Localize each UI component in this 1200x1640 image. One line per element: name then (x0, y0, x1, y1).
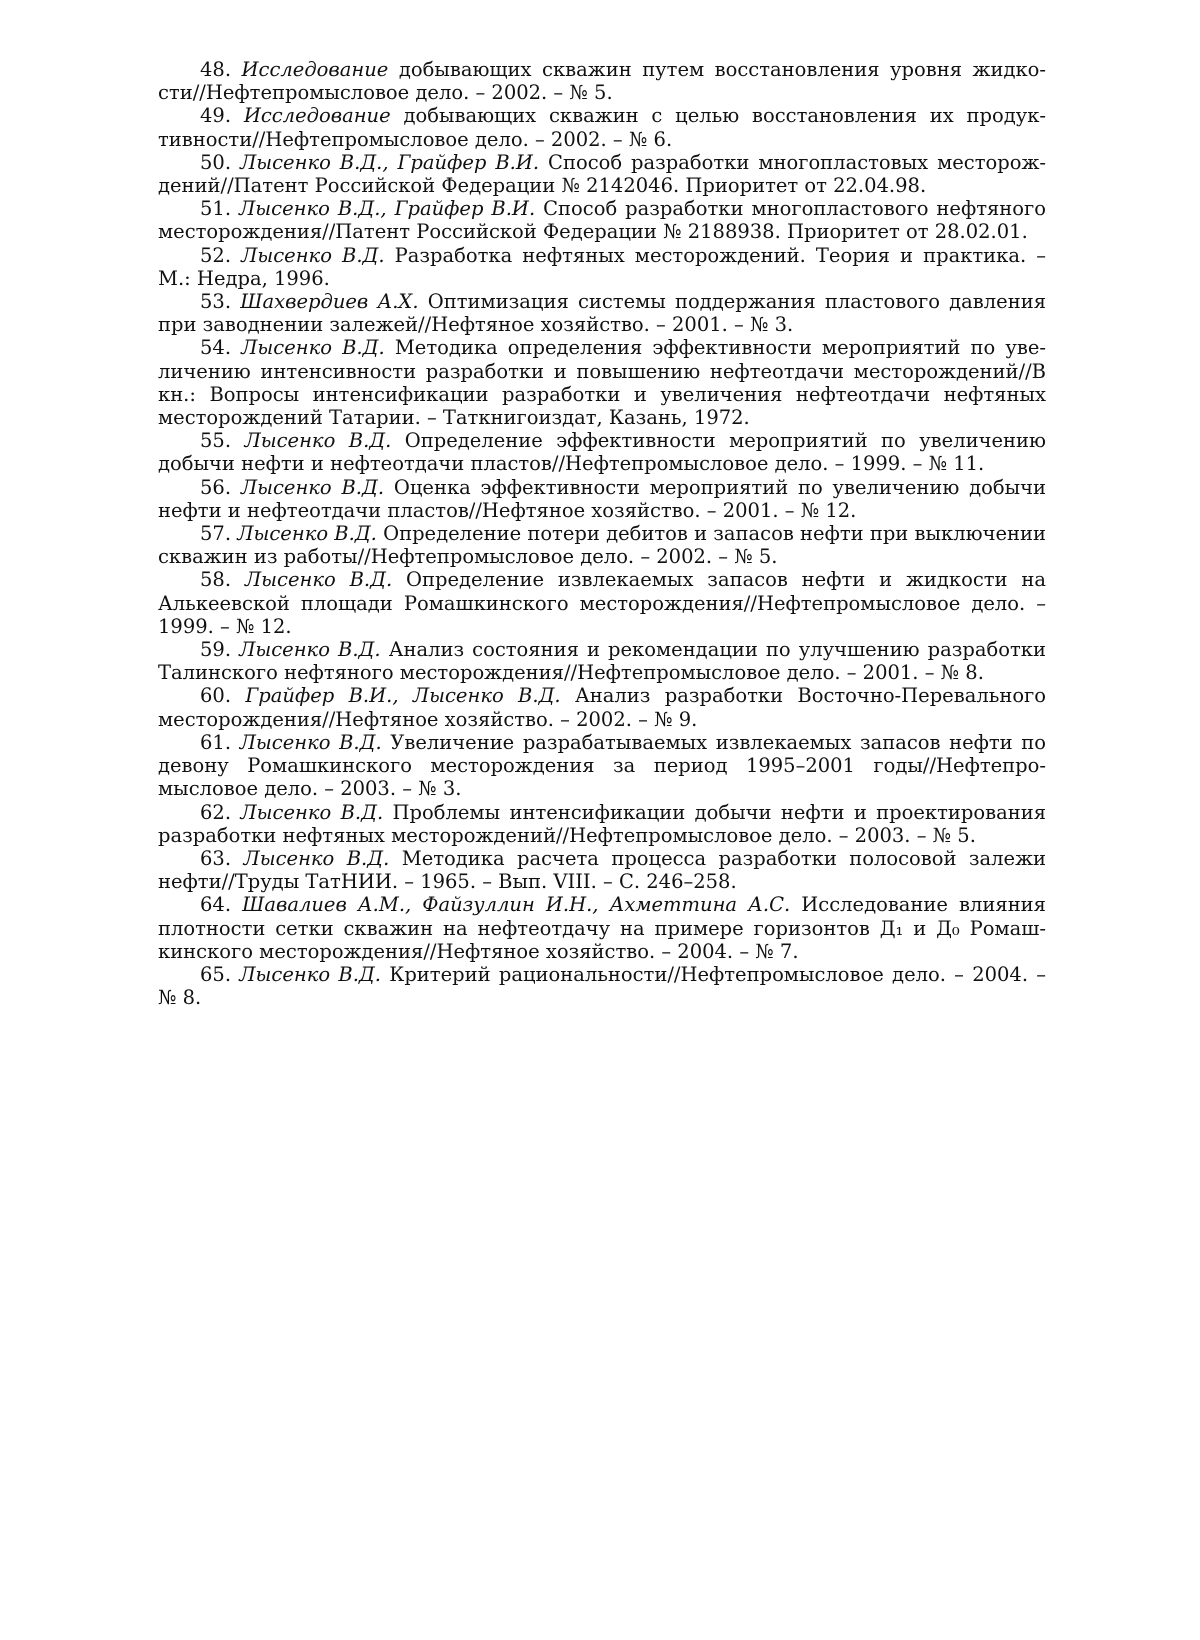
reference-item (158, 963, 1046, 1009)
reference-text: добывающих скважин с целью восстановления их продуктивности//Нефтепромысловое дело. – 2002. – № 6. (158, 104, 1047, 151)
reference-text: Оптимизация системы поддержания пластового давления при заводнении залежей//Нефтяное хозяйство. – 2001. – № 3. (158, 290, 1047, 337)
reference-item (158, 58, 1046, 104)
reference-item (158, 197, 1046, 243)
reference-item (158, 568, 1046, 638)
reference-authors: Лысенко В.Д. (244, 429, 392, 453)
reference-number: 55. (200, 429, 232, 453)
reference-number: 60. (200, 684, 232, 708)
reference-item (158, 336, 1046, 429)
reference-text: Способ разработки многопластовых месторождений//Патент Российской Федерации № 2142046. Приоритет от 22.04.98. (158, 150, 1047, 198)
reference-authors: Грайфер В.И., Лысенко В.Д. (245, 684, 561, 708)
reference-item (158, 847, 1046, 893)
reference-authors: Лысенко В.Д. (244, 568, 393, 592)
reference-text: Проблемы интенсификации добычи нефти и проектирования разработки нефтяных месторождений//Нефтепромысловое дело. – 2003. – № 5. (158, 800, 1047, 847)
reference-text: Критерий рациональности//Нефтепромысловое дело. – 2004. – № 8. (158, 962, 1047, 1010)
reference-number: 59. (200, 638, 232, 662)
reference-authors: Шавалиев А.М., Файзуллин И.Н., Ахметтина А.С. (242, 893, 791, 917)
reference-item (158, 731, 1046, 801)
reference-text: Методика определения эффективности мероприятий по увеличению интенсивности разработки и повышению нефтеотдачи месторождений//В кн.: Вопросы интенсификации разработки и увеличения нефтеотдачи нефтяных месторождений Татарии. – Таткнигоиздат, Казань, 1972. (158, 336, 1046, 430)
reference-text: Оценка эффективности мероприятий по увеличению добычи нефти и нефтеотдачи пластов//Нефтяное хозяйство. – 2001. – № 12. (158, 475, 1047, 522)
reference-item (158, 638, 1046, 684)
reference-item (158, 290, 1046, 336)
reference-text: Анализ состояния и рекомендации по улучшению разработки Талинского нефтяного месторождения//Нефтепромысловое дело. – 2001. – № 8. (158, 638, 1046, 685)
reference-number: 49. (200, 104, 232, 128)
reference-number: 61. (200, 730, 232, 754)
reference-authors: Лысенко В.Д., Грайфер В.И. (239, 150, 540, 174)
reference-authors: Лысенко В.Д. (239, 962, 381, 986)
reference-text: Разработка нефтяных месторождений. Теория и практика. – М.: Недра, 1996. (158, 243, 1047, 290)
reference-number: 64. (200, 893, 232, 917)
reference-item (158, 244, 1046, 290)
reference-text: Определение эффективности мероприятий по увеличению добычи нефти и нефтеотдачи пластов//Нефтепромысловое дело. – 1999. – № 11. (158, 429, 1046, 476)
reference-number: 57. (200, 522, 232, 546)
reference-authors: Лысенко В.Д. (241, 243, 385, 267)
reference-authors: Исследование (243, 104, 391, 128)
reference-authors: Лысенко В.Д. (241, 336, 385, 360)
reference-text: Анализ разработки Восточно-Перевального месторождения//Нефтяное хозяйство. – 2002. – № 9. (158, 684, 1047, 731)
reference-authors: Лысенко В.Д. (237, 522, 377, 546)
reference-text: Увеличение разрабатываемых извлекаемых запасов нефти по девону Ромашкинского месторождения за период 1995–2001 годы//Нефтепромысловое дело. – 2003. – № 3. (158, 730, 1047, 801)
reference-number: 56. (200, 475, 232, 499)
reference-text: Определение извлекаемых запасов нефти и жидкости на Алькеевской площади Ромашкинского месторождения//Нефтепромысловое дело. – 1999. – № 12. (158, 568, 1047, 638)
reference-item (158, 801, 1046, 847)
reference-item (158, 684, 1046, 730)
reference-text: Исследование влияния плотности сетки скважин на нефтеотдачу на примере горизонтов Д₁ и Д₀ Ромашкинского месторождения//Нефтяное хозяйство. – 2004. – № 7. (158, 893, 1046, 963)
reference-text: добывающих скважин путем восстановления уровня жидкости//Нефтепромысловое дело. – 2002. – № 5. (158, 58, 1046, 105)
reference-list (158, 58, 1046, 1009)
reference-item (158, 522, 1046, 568)
reference-number: 52. (200, 243, 232, 267)
reference-authors: Лысенко В.Д., Грайфер В.И. (239, 197, 536, 221)
reference-text: Определение потери дебитов и запасов нефти при выключении скважин из работы//Нефтепромысловое дело. – 2002. – № 5. (158, 522, 1046, 569)
reference-item (158, 476, 1046, 522)
reference-authors: Лысенко В.Д. (240, 475, 385, 499)
reference-number: 51. (200, 197, 232, 221)
reference-item (158, 151, 1046, 197)
reference-number: 48. (200, 58, 232, 81)
reference-text: Методика расчета процесса разработки полосовой залежи нефти//Труды ТатНИИ. – 1965. – Вып. VIII. – С. 246–258. (158, 846, 1047, 894)
reference-number: 63. (200, 846, 232, 870)
reference-authors: Лысенко В.Д. (239, 730, 382, 754)
reference-number: 53. (200, 290, 232, 314)
reference-authors: Лысенко В.Д. (240, 800, 384, 824)
reference-number: 54. (200, 336, 232, 360)
reference-authors: Исследование (241, 58, 389, 81)
reference-item (158, 429, 1046, 475)
reference-authors: Шахвердиев А.Х. (240, 290, 419, 314)
reference-number: 62. (200, 800, 232, 824)
reference-text: Способ разработки многопластового нефтяного месторождения//Патент Российской Федерации № 2188938. Приоритет от 28.02.01. (158, 197, 1047, 244)
reference-item (158, 893, 1046, 963)
reference-number: 50. (200, 150, 232, 174)
reference-authors: Лысенко В.Д. (239, 638, 381, 662)
reference-item (158, 104, 1046, 150)
reference-authors: Лысенко В.Д. (243, 846, 390, 870)
reference-number: 65. (200, 962, 232, 986)
reference-number: 58. (200, 568, 232, 592)
